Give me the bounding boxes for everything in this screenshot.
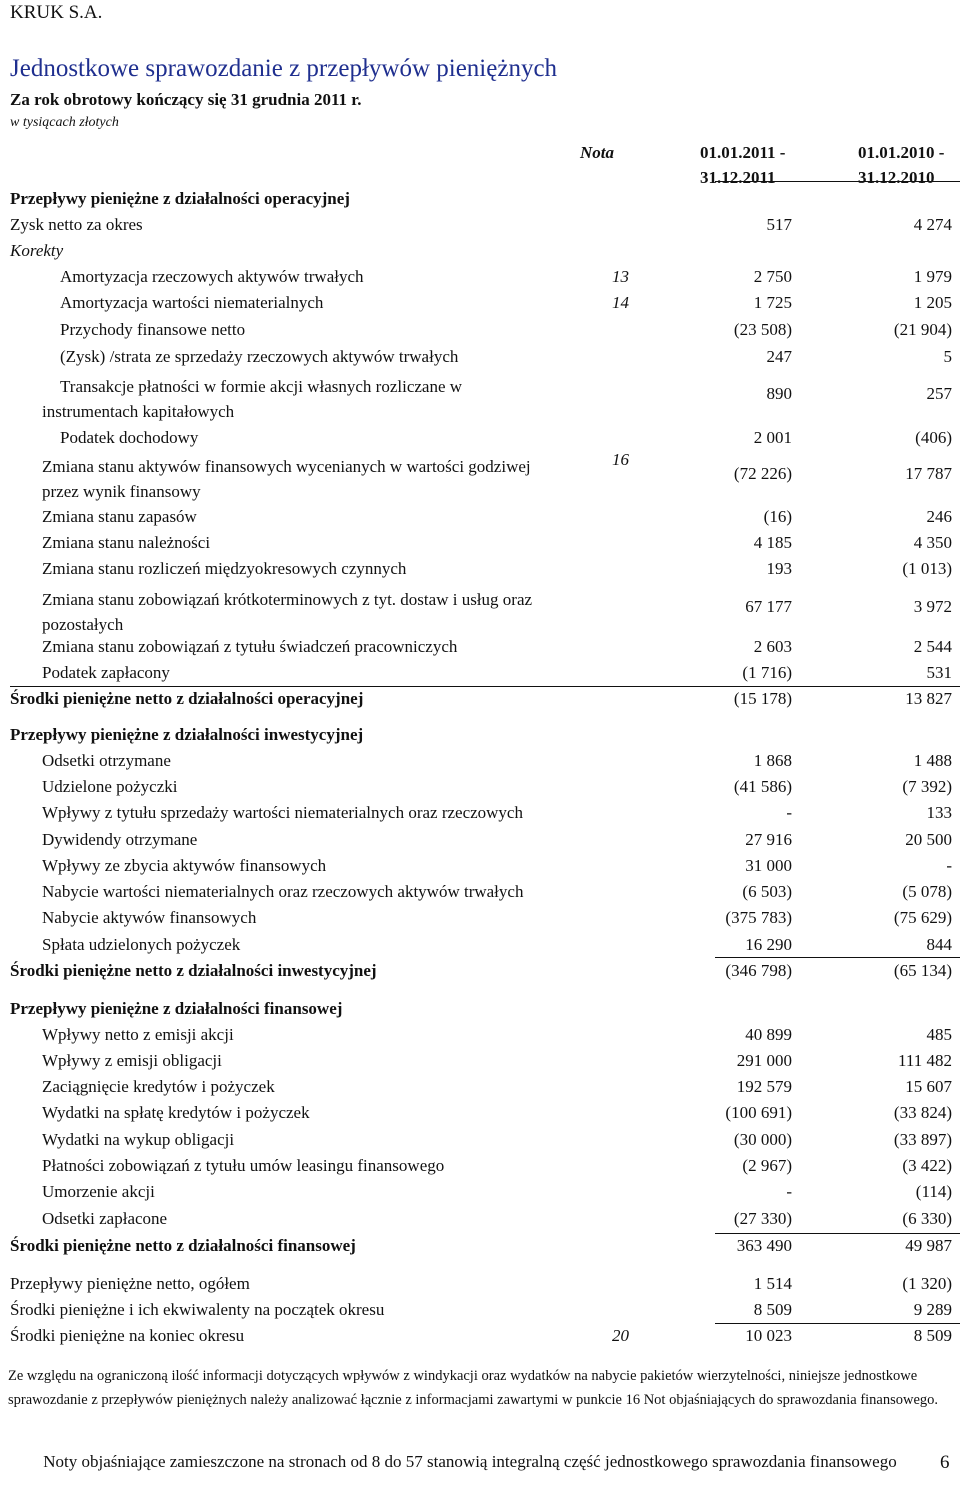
row-label-line: Umorzenie akcji	[42, 1182, 155, 1201]
row-label-line: Odsetki zapłacone	[42, 1209, 168, 1228]
value-2010: 15 607	[905, 1077, 952, 1096]
row-label-line: Zmiana stanu zapasów	[42, 507, 197, 526]
value-2010: 9 289	[913, 1300, 952, 1319]
value-2011: (15 178)	[733, 689, 792, 708]
row-label	[42, 1130, 234, 1150]
column-header-nota: Nota	[580, 143, 614, 162]
value-2011: 517	[766, 215, 792, 234]
row-label-line: Przepływy pieniężne z działalności operacyjnej	[10, 189, 350, 208]
value-2011: 16 290	[745, 935, 792, 954]
value-2011: (41 586)	[733, 777, 792, 796]
value-2011: (2 967)	[742, 1156, 792, 1175]
value-2010: 20 500	[905, 830, 952, 849]
row-label-line: Zysk netto za okres	[10, 215, 143, 234]
row-label-line: Środki pieniężne netto z działalności operacyjnej	[10, 689, 364, 708]
row-label-line: Zmiana stanu należności	[42, 533, 211, 552]
column-header-2010-line2: 31.12.2010	[858, 168, 935, 187]
row-label	[10, 1300, 384, 1320]
value-2010: 3 972	[913, 597, 952, 616]
row-label-line: pozostałych	[42, 615, 124, 634]
row-label	[42, 374, 462, 424]
row-label-line: Przepływy pieniężne netto, ogółem	[10, 1274, 250, 1293]
total-underline	[715, 957, 960, 958]
value-2010: 246	[926, 507, 952, 526]
row-label-line: Przepływy pieniężne z działalności inwestycyjnej	[10, 725, 364, 744]
value-2010: (406)	[915, 428, 952, 447]
column-header-2011-line2: 31.12.2011	[700, 168, 776, 187]
row-label	[42, 935, 240, 955]
value-2010: (1 013)	[902, 559, 952, 578]
company-name: KRUK S.A.	[10, 2, 103, 23]
total-underline	[715, 1323, 960, 1324]
row-label-line: (Zysk) /strata ze sprzedaży rzeczowych aktywów trwałych	[60, 347, 459, 366]
row-label-line: Środki pieniężne netto z działalności finansowej	[10, 1236, 356, 1255]
value-2010: (6 330)	[902, 1209, 952, 1228]
row-label-line: Środki pieniężne na koniec okresu	[10, 1326, 245, 1345]
value-2011: 363 490	[736, 1236, 792, 1255]
value-2010: (65 134)	[893, 961, 952, 980]
row-label	[42, 507, 197, 527]
document-title: Jednostkowe sprawozdanie z przepływów pieniężnych	[10, 55, 558, 82]
value-2010: (1 320)	[902, 1274, 952, 1293]
value-2010: 1 979	[913, 267, 952, 286]
value-2010: 844	[926, 935, 952, 954]
units-label: w tysiącach złotych	[10, 115, 119, 130]
value-2010: (5 078)	[902, 882, 952, 901]
row-label-line: Nabycie wartości niematerialnych oraz rzeczowych aktywów trwałych	[42, 882, 524, 901]
row-label	[42, 1209, 167, 1229]
row-label	[42, 587, 532, 637]
row-label-line: Wpływy z tytułu sprzedaży wartości niematerialnych oraz rzeczowych	[42, 803, 523, 822]
row-label	[60, 347, 458, 367]
row-label	[42, 1051, 222, 1071]
value-2011: 890	[766, 384, 792, 403]
value-2010: 13 827	[905, 689, 952, 708]
row-label-line: Amortyzacja rzeczowych aktywów trwałych	[60, 267, 364, 286]
value-2011: (346 798)	[725, 961, 792, 980]
row-label-line: przez wynik finansowy	[42, 482, 201, 501]
row-label	[42, 559, 406, 579]
row-label	[10, 189, 350, 209]
row-label-line: Wpływy ze zbycia aktywów finansowych	[42, 856, 327, 875]
value-2010: 257	[926, 384, 952, 403]
row-label-line: Środki pieniężne netto z działalności inwestycyjnej	[10, 961, 377, 980]
value-2011: 192 579	[736, 1077, 792, 1096]
value-2011: 2 603	[753, 637, 792, 656]
value-2011: (27 330)	[733, 1209, 792, 1228]
row-label-line: Odsetki otrzymane	[42, 751, 171, 770]
explanatory-note: Ze względu na ograniczoną ilość informacji dotyczących wpływów z windykacji oraz wydatków na nabycie pakietów wierzytelności, niniejsze jednostkowe sprawozdanie z przepływów pieniężnych należy analizować łącznie z informacjami zawartymi w punkcie 16 Not objaśniających do sprawozdania finansowego.	[8, 1368, 939, 1408]
value-2011: (100 691)	[725, 1103, 792, 1122]
value-2010: (21 904)	[893, 320, 952, 339]
row-label	[10, 215, 143, 235]
row-label	[42, 1103, 310, 1123]
value-2011: 1 725	[753, 293, 792, 312]
row-label	[60, 320, 245, 340]
value-2010: (33 897)	[893, 1130, 952, 1149]
row-label	[10, 241, 63, 261]
row-label	[10, 725, 363, 745]
value-2010: 17 787	[905, 464, 952, 483]
value-2010: 5	[943, 347, 952, 366]
value-2011: (375 783)	[725, 908, 792, 927]
value-2011: 27 916	[745, 830, 792, 849]
row-nota: 13	[612, 267, 629, 286]
row-label-line: Transakcje płatności w formie akcji własnych rozliczane w	[60, 377, 463, 396]
value-2011: 193	[766, 559, 792, 578]
value-2011: 67 177	[745, 597, 792, 616]
row-label	[42, 1182, 155, 1202]
value-2010: 4 350	[913, 533, 952, 552]
value-2011: 1 868	[753, 751, 792, 770]
row-label	[10, 689, 363, 709]
row-label	[42, 830, 197, 850]
row-label-line: Podatek dochodowy	[60, 428, 199, 447]
row-label-line: Korekty	[10, 241, 64, 260]
value-2011: 1 514	[753, 1274, 792, 1293]
row-label-line: Zaciągnięcie kredytów i pożyczek	[42, 1077, 275, 1096]
row-nota: 16	[612, 450, 629, 469]
row-label	[10, 1274, 250, 1294]
value-2010: (75 629)	[893, 908, 952, 927]
row-label	[42, 856, 326, 876]
document-subtitle: Za rok obrotowy kończący się 31 grudnia 2011 r.	[10, 90, 362, 109]
total-underline	[715, 1233, 960, 1234]
row-label-line: Zmiana stanu zobowiązań krótkoterminowych z tyt. dostaw i usług oraz	[42, 590, 533, 609]
value-2011: -	[786, 1182, 792, 1201]
row-label-line: Udzielone pożyczki	[42, 777, 178, 796]
row-label-line: Środki pieniężne i ich ekwiwalenty na początek okresu	[10, 1300, 385, 1319]
value-2010: 49 987	[905, 1236, 952, 1255]
row-label-line: Zmiana stanu rozliczeń międzyokresowych czynnych	[42, 559, 407, 578]
row-label	[10, 1326, 244, 1346]
value-2011: 4 185	[753, 533, 792, 552]
row-label	[42, 803, 523, 823]
row-label-line: Zmiana stanu aktywów finansowych wycenianych w wartości godziwej	[42, 457, 531, 476]
page-footer: Noty objaśniające zamieszczone na stronach od 8 do 57 stanowią integralną część jednostkowego sprawozdania finansowego	[43, 1452, 897, 1471]
value-2011: (6 503)	[742, 882, 792, 901]
row-label-line: Nabycie aktywów finansowych	[42, 908, 257, 927]
value-2010: 1 488	[913, 751, 952, 770]
row-label-line: Wpływy netto z emisji akcji	[42, 1025, 234, 1044]
value-2010: 485	[926, 1025, 952, 1044]
row-label-line: Zmiana stanu zobowiązań z tytułu świadczeń pracowniczych	[42, 637, 458, 656]
value-2011: -	[786, 803, 792, 822]
row-label	[10, 961, 377, 981]
row-label	[42, 454, 531, 504]
row-label-line: instrumentach kapitałowych	[42, 402, 235, 421]
page-number: 6	[940, 1452, 950, 1473]
row-nota: 14	[612, 293, 629, 312]
value-2010: 111 482	[898, 1051, 952, 1070]
value-2011: 247	[766, 347, 792, 366]
row-label	[42, 663, 170, 683]
row-label	[42, 1156, 444, 1176]
column-header-2010-line1: 01.01.2010 -	[858, 143, 945, 162]
value-2011: 31 000	[745, 856, 792, 875]
row-label-line: Płatności zobowiązań z tytułu umów leasingu finansowego	[42, 1156, 445, 1175]
value-2010: -	[946, 856, 952, 875]
value-2011: 10 023	[745, 1326, 792, 1345]
row-label-line: Wydatki na wykup obligacji	[42, 1130, 235, 1149]
value-2011: (30 000)	[733, 1130, 792, 1149]
value-2011: (23 508)	[733, 320, 792, 339]
total-underline	[10, 686, 960, 687]
value-2010: (114)	[915, 1182, 952, 1201]
row-label	[42, 908, 256, 928]
row-label	[10, 999, 342, 1019]
value-2011: 40 899	[745, 1025, 792, 1044]
row-label	[42, 1025, 234, 1045]
value-2011: (1 716)	[742, 663, 792, 682]
value-2010: (33 824)	[893, 1103, 952, 1122]
row-label	[60, 293, 323, 313]
row-label	[42, 637, 457, 657]
row-nota: 20	[612, 1326, 629, 1345]
row-label	[42, 533, 210, 553]
value-2010: 8 509	[913, 1326, 952, 1345]
row-label	[10, 1236, 356, 1256]
value-2010: 133	[926, 803, 952, 822]
row-label-line: Przepływy pieniężne z działalności finansowej	[10, 999, 343, 1018]
value-2010: (7 392)	[902, 777, 952, 796]
row-label-line: Wydatki na spłatę kredytów i pożyczek	[42, 1103, 310, 1122]
column-header-2011-line1: 01.01.2011 -	[700, 143, 786, 162]
row-label	[60, 428, 198, 448]
value-2010: 1 205	[913, 293, 952, 312]
value-2010: (3 422)	[902, 1156, 952, 1175]
value-2011: (16)	[763, 507, 792, 526]
row-label-line: Spłata udzielonych pożyczek	[42, 935, 241, 954]
row-label-line: Wpływy z emisji obligacji	[42, 1051, 222, 1070]
row-label-line: Amortyzacja wartości niematerialnych	[60, 293, 324, 312]
value-2011: 291 000	[736, 1051, 792, 1070]
row-label	[60, 267, 364, 287]
value-2011: 8 509	[753, 1300, 792, 1319]
row-label-line: Dywidendy otrzymane	[42, 830, 198, 849]
row-label-line: Przychody finansowe netto	[60, 320, 246, 339]
row-label	[42, 1077, 275, 1097]
value-2011: 2 001	[753, 428, 792, 447]
row-label-line: Podatek zapłacony	[42, 663, 170, 682]
value-2010: 2 544	[913, 637, 952, 656]
row-label	[42, 751, 171, 771]
value-2011: (72 226)	[733, 464, 792, 483]
row-label	[42, 882, 523, 902]
value-2010: 531	[926, 663, 952, 682]
value-2011: 2 750	[753, 267, 792, 286]
value-2010: 4 274	[913, 215, 952, 234]
row-label	[42, 777, 177, 797]
